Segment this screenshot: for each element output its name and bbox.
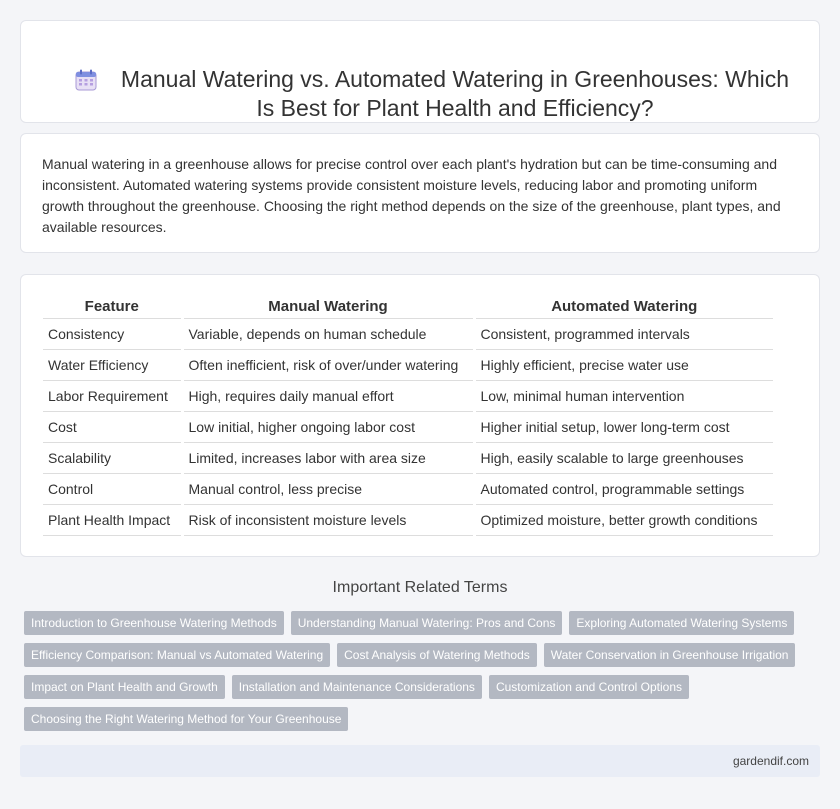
related-term-tag[interactable]: Efficiency Comparison: Manual vs Automated Watering: [24, 643, 330, 667]
related-term-tag[interactable]: Introduction to Greenhouse Watering Methods: [24, 611, 284, 635]
related-term-tag[interactable]: Choosing the Right Watering Method for Your Greenhouse: [24, 707, 348, 731]
related-term-tag[interactable]: Cost Analysis of Watering Methods: [337, 643, 537, 667]
table-cell: Often inefficient, risk of over/under watering: [182, 349, 474, 380]
table-cell: Higher initial setup, lower long-term cost: [474, 411, 773, 442]
related-term-tag[interactable]: Impact on Plant Health and Growth: [24, 675, 225, 699]
table-cell: Control: [43, 473, 182, 504]
related-term-tag[interactable]: Understanding Manual Watering: Pros and Cons: [291, 611, 563, 635]
table-cell: Manual control, less precise: [182, 473, 474, 504]
related-terms-title: Important Related Terms: [332, 579, 508, 596]
related-term-tag[interactable]: Installation and Maintenance Considerations: [232, 675, 482, 699]
table-cell: Limited, increases labor with area size: [182, 442, 474, 473]
header-automated: Automated Watering: [474, 296, 773, 318]
calendar-icon: [74, 68, 98, 92]
intro-text: Manual watering in a greenhouse allows for precise control over each plant's hydration but can be time-consuming and inconsistent. Automated watering systems provide consistent moisture levels, reducing labor and promoting uniform growth throughout the greenhouse. Choosing the right method depends on the size of the greenhouse, plant types, and available resources.: [42, 156, 781, 235]
table-cell: Automated control, programmable settings: [474, 473, 773, 504]
table-cell: Scalability: [43, 442, 182, 473]
table-row: [43, 473, 773, 504]
table-cell: Plant Health Impact: [43, 504, 182, 535]
table-row: [43, 318, 773, 349]
header-manual: Manual Watering: [182, 296, 474, 318]
table-cell: Labor Requirement: [43, 380, 182, 411]
table-row: [43, 349, 773, 380]
table-row: [43, 504, 773, 535]
table-cell: Consistent, programmed intervals: [474, 318, 773, 349]
header-feature: Feature: [43, 296, 182, 318]
comparison-card: [20, 274, 820, 557]
table-cell: Water Efficiency: [43, 349, 182, 380]
table-cell: Consistency: [43, 318, 182, 349]
title-card: [20, 20, 820, 123]
related-term-tag[interactable]: Customization and Control Options: [489, 675, 689, 699]
footer: [20, 745, 820, 777]
comparison-table: [43, 296, 773, 536]
table-cell: Optimized moisture, better growth conditions: [474, 504, 773, 535]
table-cell: High, requires daily manual effort: [182, 380, 474, 411]
table-cell: Cost: [43, 411, 182, 442]
table-cell: High, easily scalable to large greenhouses: [474, 442, 773, 473]
table-row: [43, 411, 773, 442]
table-cell: Risk of inconsistent moisture levels: [182, 504, 474, 535]
table-header-row: [43, 296, 773, 318]
table-cell: Highly efficient, precise water use: [474, 349, 773, 380]
page-title: Manual Watering vs. Automated Watering in Greenhouses: Which Is Best for Plant Health and Efficiency?: [120, 66, 790, 121]
footer-site-link[interactable]: gardendif.com: [732, 754, 809, 768]
table-row: [43, 380, 773, 411]
related-terms-list: [24, 611, 814, 731]
related-term-tag[interactable]: Water Conservation in Greenhouse Irrigation: [544, 643, 796, 667]
table-row: [43, 442, 773, 473]
intro-card: [20, 133, 820, 253]
related-term-tag[interactable]: Exploring Automated Watering Systems: [569, 611, 794, 635]
table-cell: Low, minimal human intervention: [474, 380, 773, 411]
table-cell: Low initial, higher ongoing labor cost: [182, 411, 474, 442]
table-cell: Variable, depends on human schedule: [182, 318, 474, 349]
